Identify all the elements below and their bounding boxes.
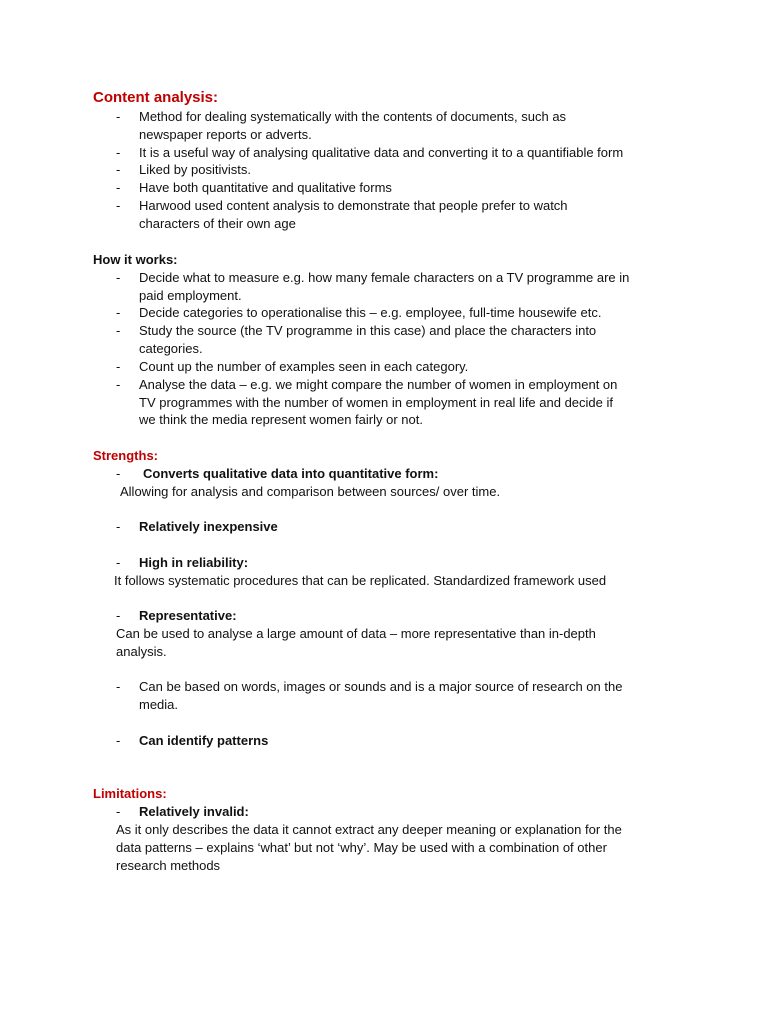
strength-body: Allowing for analysis and comparison between sources/ over time.: [120, 484, 501, 499]
bullet-dash: -: [116, 377, 121, 392]
strength-title: Relatively inexpensive: [139, 519, 278, 534]
strength-body: Can be used to analyse a large amount of data – more representative than in-depth: [116, 626, 596, 641]
bullet-dash: -: [116, 305, 121, 320]
bullet-dash: -: [116, 733, 121, 748]
limitation-body: As it only describes the data it cannot extract any deeper meaning or explanation for the: [116, 822, 622, 837]
bullet-text: newspaper reports or adverts.: [139, 127, 312, 142]
bullet-dash: -: [116, 679, 121, 694]
bullet-dash: -: [116, 198, 121, 213]
bullet-text: Decide what to measure e.g. how many female characters on a TV programme are in: [139, 270, 630, 285]
strength-title: Converts qualitative data into quantitative form:: [143, 466, 439, 481]
bullet-dash: -: [116, 359, 121, 374]
strength-body: analysis.: [116, 644, 167, 659]
bullet-dash: -: [116, 804, 121, 819]
bullet-dash: -: [116, 608, 121, 623]
bullet-dash: -: [116, 180, 121, 195]
bullet-dash: -: [116, 270, 121, 285]
bullet-dash: -: [116, 466, 121, 481]
bullet-text: we think the media represent women fairly or not.: [139, 412, 423, 427]
bullet-text: TV programmes with the number of women in employment in real life and decide if: [139, 395, 613, 410]
strength-text: media.: [139, 697, 179, 712]
bullet-text: characters of their own age: [139, 216, 296, 231]
bullet-text: Study the source (the TV programme in this case) and place the characters into: [139, 323, 597, 338]
strength-title: Representative:: [139, 608, 237, 623]
bullet-dash: -: [116, 145, 121, 160]
limitation-title: Relatively invalid:: [139, 804, 249, 819]
bullet-dash: -: [116, 323, 121, 338]
bullet-text: categories.: [139, 341, 203, 356]
strength-body: It follows systematic procedures that can be replicated. Standardized framework used: [114, 573, 607, 588]
limitation-body: research methods: [116, 858, 221, 873]
bullet-text: Method for dealing systematically with the contents of documents, such as: [139, 109, 567, 124]
strength-title: High in reliability:: [139, 555, 249, 570]
strength-text: Can be based on words, images or sounds and is a major source of research on the: [139, 679, 623, 694]
section-heading-content-analysis: Content analysis:: [93, 89, 219, 106]
bullet-text: Have both quantitative and qualitative forms: [139, 180, 392, 195]
bullet-dash: -: [116, 555, 121, 570]
section-heading-how-it-works: How it works:: [93, 252, 178, 267]
bullet-text: Decide categories to operationalise this – e.g. employee, full-time housewife etc.: [139, 305, 602, 320]
bullet-text: Count up the number of examples seen in each category.: [139, 359, 469, 374]
bullet-text: Liked by positivists.: [139, 162, 251, 177]
bullet-dash: -: [116, 519, 121, 534]
strength-title: Can identify patterns: [139, 733, 269, 748]
section-heading-limitations: Limitations:: [93, 786, 167, 801]
bullet-text: It is a useful way of analysing qualitative data and converting it to a quantifiable form: [139, 145, 624, 160]
bullet-dash: -: [116, 162, 121, 177]
bullet-text: paid employment.: [139, 288, 242, 303]
section-heading-strengths: Strengths:: [93, 448, 158, 463]
bullet-text: Harwood used content analysis to demonstrate that people prefer to watch: [139, 198, 568, 213]
bullet-text: Analyse the data – e.g. we might compare the number of women in employment on: [139, 377, 618, 392]
limitation-body: data patterns – explains ‘what’ but not ‘why’. May be used with a combination of other: [116, 840, 607, 855]
bullet-dash: -: [116, 109, 121, 124]
